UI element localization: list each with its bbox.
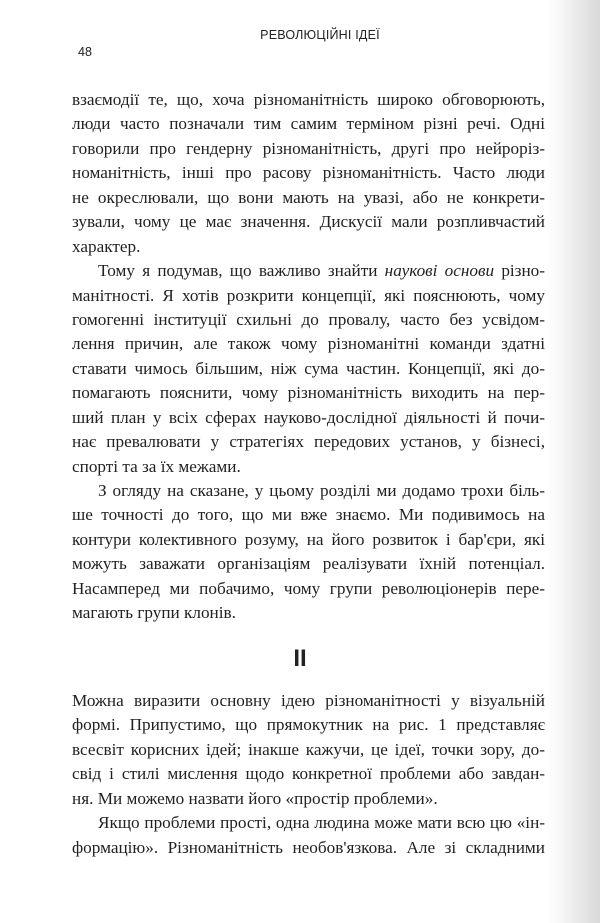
paragraph-3 xyxy=(72,479,545,626)
text-block-top xyxy=(72,88,545,626)
text-line: нає превалювати у стратегіях передових установ, у бізнесі, xyxy=(72,432,545,452)
emphasis-text: наукові основи xyxy=(384,261,495,281)
text-line: спорті та за їх межами. xyxy=(72,456,241,476)
paragraph-1 xyxy=(72,88,545,259)
text-line xyxy=(72,259,545,283)
text-run: різно- xyxy=(494,261,545,281)
running-head-title: РЕВОЛЮЦІЙНІ ІДЕЇ xyxy=(260,28,380,42)
text-line: характер. xyxy=(72,236,141,256)
text-line: Можна виразити основну ідею різноманітності у візуальній xyxy=(72,691,545,710)
text-run: Тому я подумав, що важливо знайти xyxy=(98,261,385,281)
text-line: манітності. Я хотів розкрити концепції, які пояснюють, чому xyxy=(72,285,545,305)
text-line: ше точності до того, що ми вже знаємо. Ми подивимось на xyxy=(72,505,545,525)
text-line: Насамперед ми побачимо, чому групи революціонерів пере- xyxy=(72,578,545,598)
text-line: свід і стилі мислення щодо конкретної проблеми або завдан- xyxy=(72,764,545,784)
text-line: ший план у всіх сферах науково-дослідної діяльності й почи- xyxy=(72,407,545,427)
text-line: ставати чимось більшим, ніж сума частин. Концепції, які до- xyxy=(72,358,545,378)
text-line: помагають пояснити, чому різноманітність виходить на пер- xyxy=(72,383,545,403)
section-heading: II xyxy=(293,645,307,672)
paragraph-2 xyxy=(72,259,545,479)
text-line: люди часто позначали тим самим терміном різні речі. Одні xyxy=(72,114,545,134)
text-line: не окреслювали, що вони мають на увазі, або не конкрети- xyxy=(72,187,545,207)
text-line: гомогенні інституції схильні до провалу, часто без усвідом- xyxy=(72,309,545,329)
paragraph-5 xyxy=(72,811,545,860)
text-line: формі. Припустимо, що прямокутник на рис. 1 представляє xyxy=(72,715,545,735)
text-line: формацію». Різноманітність необов'язкова. Але зі складними xyxy=(72,837,545,857)
page-number: 48 xyxy=(78,45,92,59)
paragraph-4 xyxy=(72,689,545,811)
text-line: лення причин, але також чому різноманітні команди здатні xyxy=(72,334,545,354)
text-line: взаємодії те, що, хоча різноманітність широко обговорюють, xyxy=(72,90,545,109)
text-line: зували, чому це має значення. Дискусії мали розпливчастий xyxy=(72,212,545,232)
text-line: контури колективного розуму, на його розвиток і бар'єри, які xyxy=(72,529,545,549)
text-line: ня. Ми можемо назвати його «простір проблеми». xyxy=(72,788,438,808)
text-line: можуть заважати організаціям реалізувати їхній потенціал. xyxy=(72,554,545,574)
text-line: номанітність, інші про расову різноманітність. Часто люди xyxy=(72,163,545,183)
text-line: Якщо проблеми прості, одна людина може мати всю цю «ін- xyxy=(98,813,545,833)
text-line: З огляду на сказане, у цьому розділі ми додамо трохи біль- xyxy=(98,481,545,500)
text-line: магають групи клонів. xyxy=(72,603,236,623)
text-block-bottom xyxy=(72,689,545,860)
text-line: говорили про гендерну різноманітність, другі про нейроріз- xyxy=(72,138,545,158)
text-line: всесвіт корисних ідей; інакше кажучи, це ідеї, точки зору, до- xyxy=(72,739,545,759)
